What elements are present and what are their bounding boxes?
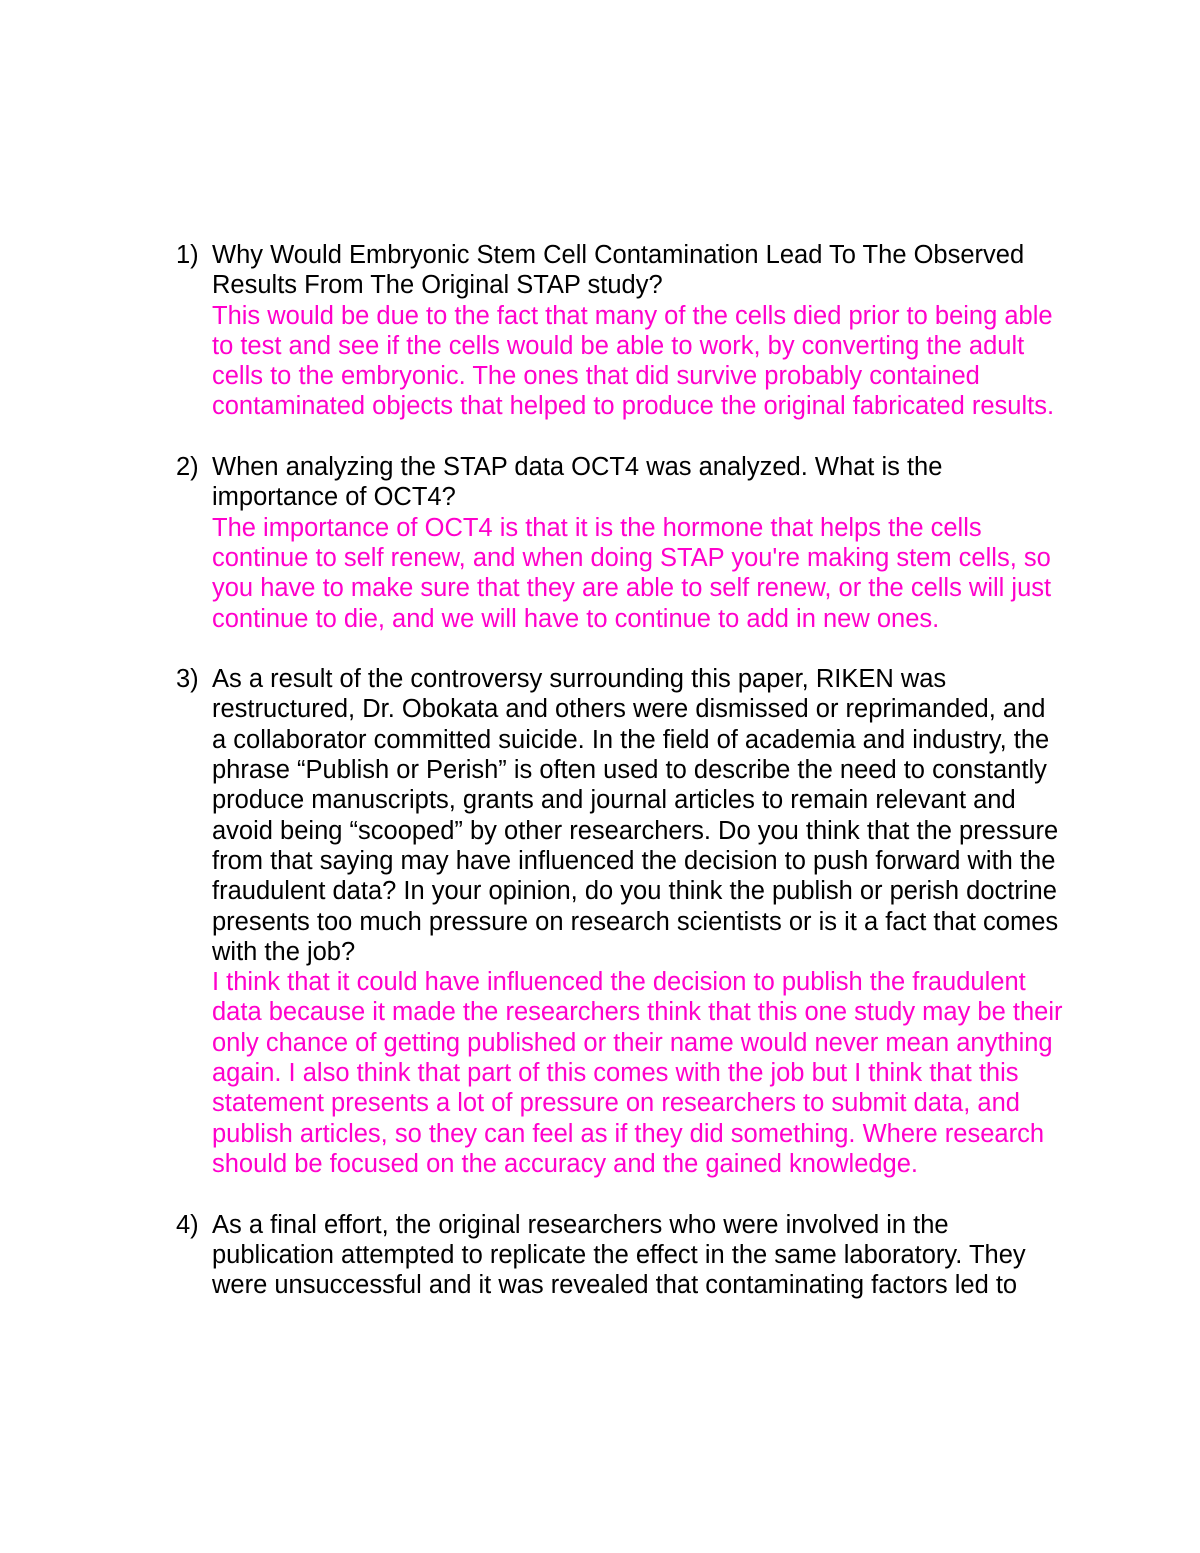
question-text: As a result of the controversy surrounding this paper, RIKEN was restructured, Dr. Obokata and others were dismissed or reprimanded, and a collaborator committed suicide. In the field of academia and industry, the phrase “Publish or Perish” is often used to describe the need to constantly produce manuscripts, grants and journal articles to remain relevant and avoid being “scooped” by other researchers. Do you think that the pressure from that saying may have influenced the decision to push forward with the fraudulent data? In your opinion, do you think the publish or perish doctrine presents too much pressure on research scientists or is it a fact that comes with the job? (212, 665, 1059, 966)
question-text: Why Would Embryonic Stem Cell Contamination Lead To The Observed Results From The Original STAP study? (212, 241, 1025, 300)
item-number: 2) (176, 453, 199, 482)
answer-text: I think that it could have influenced the decision to publish the fraudulent data because it made the researchers think that this one study may be their only chance of getting published or their name would never mean anything again. I also think that part of this comes with the job but I think that this statement presents a lot of pressure on researchers to submit data, and publish articles, so they can feel as if they did something. Where research should be focused on the accuracy and the gained knowledge. (212, 968, 1063, 1178)
answer-text: This would be due to the fact that many of the cells died prior to being able to test and see if the cells would be able to work, by converting the adult cells to the embryonic. The ones that did survive probably contained contaminated objects that helped to produce the original fabricated results. (212, 301, 1055, 421)
answer-text: The importance of OCT4 is that it is the hormone that helps the cells continue to self renew, and when doing STAP you're making stem cells, so you have to make sure that they are able to self renew, or the cells will just continue to die, and we will have to continue to add in new ones. (212, 513, 1052, 633)
qa-item-2 (176, 452, 1066, 634)
item-number: 4) (176, 1210, 199, 1239)
qa-item-4 (176, 1210, 1066, 1301)
item-number: 1) (176, 241, 199, 269)
item-number: 3) (176, 665, 199, 694)
question-text: As a final effort, the original researchers who were involved in the publication attempted to replicate the effect in the same laboratory. They were unsuccessful and it was revealed that contaminating factors led to (212, 1210, 1026, 1300)
qa-item-3 (176, 664, 1066, 1179)
question-list (176, 240, 1066, 1331)
question-text: When analyzing the STAP data OCT4 was analyzed. What is the importance of OCT4? (212, 453, 943, 512)
qa-item-1 (176, 240, 1066, 422)
